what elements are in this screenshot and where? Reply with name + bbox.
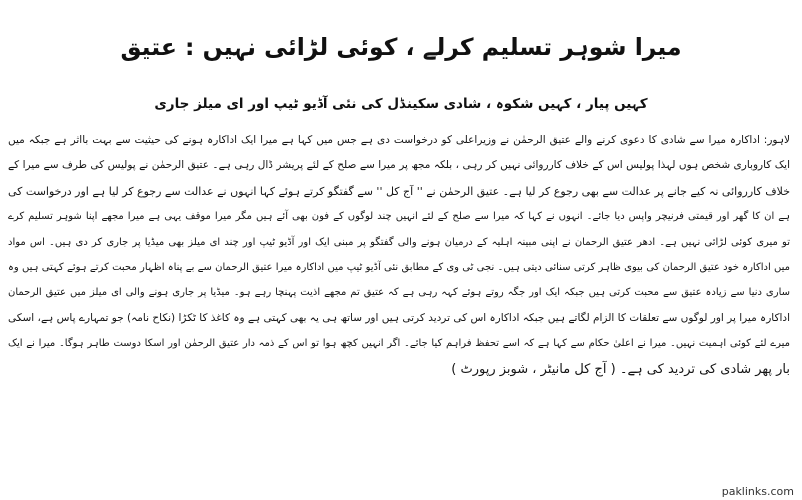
body-line: میرے لئے کوئی اہمیت نہیں۔ میرا نے اعلیٰ حکام سے کہا ہے کہ اسے تحفظ فراہم کیا جائے۔ اگر انہیں کچھ ہوا تو اس کے ذمہ دار عتیق الرحمٰن اور اسکا دوست طاہر ہوگا۔ میرا نے ایک [8,338,790,350]
body-line: اداکارہ میرا پر اور لوگوں سے تعلقات کا الزام لگاتے ہیں جبکہ اداکارہ اس کی تردید کرتی ہیں اور ساتھ ہی یہ بھی کہتی ہے وہ کاغذ کا ٹکڑا (نکاح نامہ) جو تمہارے پاس ہے، اسکی [8,311,790,324]
body-line: ایک کاروباری شخص ہوں لہذا پولیس اس کے خلاف کارروائی نہیں کر رہی ، بلکہ مجھ پر میرا سے صلح کے لئے پریشر ڈال رہی ہے۔ عتیق الرحمٰن نے پولیس کی طرف سے میرا کے [8,159,790,172]
article-body [8,128,790,484]
body-line: تو میری کوئی لڑائی نہیں ہے۔ ادھر عتیق الرحمان نے اپنی مبینہ اہلیہ کے درمیان ہونے والی گفتگو پر مبنی ایک اور آڈیو ٹیپ اور چند ای میلز بھی میڈیا پر جاری کر دی ہیں۔ اس مواد [8,236,790,248]
body-line: لاہور: اداکارہ میرا سے شادی کا دعوی کرنے والے عتیق الرحمٰن نے وزیراعلی کو درخواست دی ہے جس میں کہا ہے میرا ایک اداکارہ ہونے کی حیثیت سے بہت بااثر ہے جبکہ میں [8,134,790,146]
watermark[interactable]: paklinks.com [721,485,794,498]
body-line: ساری دنیا سے زیادہ عتیق سے محبت کرتی ہیں جبکہ ایک اور جگہ روتے ہوئے کہہ رہی ہے کہ عتیق تم مجھے اذیت پہنچا رہے ہو۔ میڈیا پر جاری ہونے والی ای میلز میں عتیق الرحمان [8,287,790,299]
body-line: بار پھر شادی کی تردید کی ہے۔ ( آج کل مانیٹر ، شوبز رپورٹ ) [451,361,790,377]
body-line: ہے ان کا گھر اور قیمتی فرنیچر واپس دیا جائے۔ انہوں نے کہا کہ میرا سے صلح کے لئے انہیں چند لوگوں کے فون بھی آئے ہیں مگر میرا موقف یہی ہے میرا مجھے اپنا شوہر تسلیم کرے [8,211,790,223]
subheadline: کہیں پیار ، کہیں شکوہ ، شادی سکینڈل کی نئی آڈیو ٹیپ اور ای میلز جاری [154,96,648,112]
headline: میرا شوہر تسلیم کرلے ، کوئی لڑائی نہیں : عتیق [120,33,682,61]
body-line: میں اداکارہ خود عتیق الرحمان کی بیوی ظاہر کرتی سنائی دیتی ہیں۔ نجی ٹی وی کے مطابق نئی آڈیو ٹیپ میں اداکارہ میرا عتیق الرحمان سے بے پناہ اظہار محبت کرتے ہوئے کہتی ہیں وہ [8,261,790,273]
body-line: خلاف کارروائی نہ کیے جانے پر عدالت سے بھی رجوع کر لیا ہے۔ عتیق الرحمٰن نے '' آج کل '' سے گفتگو کرتے ہوئے کہا انہوں نے عدالت سے رجوع کر لیا ہے اور درخواست کی [8,184,790,198]
